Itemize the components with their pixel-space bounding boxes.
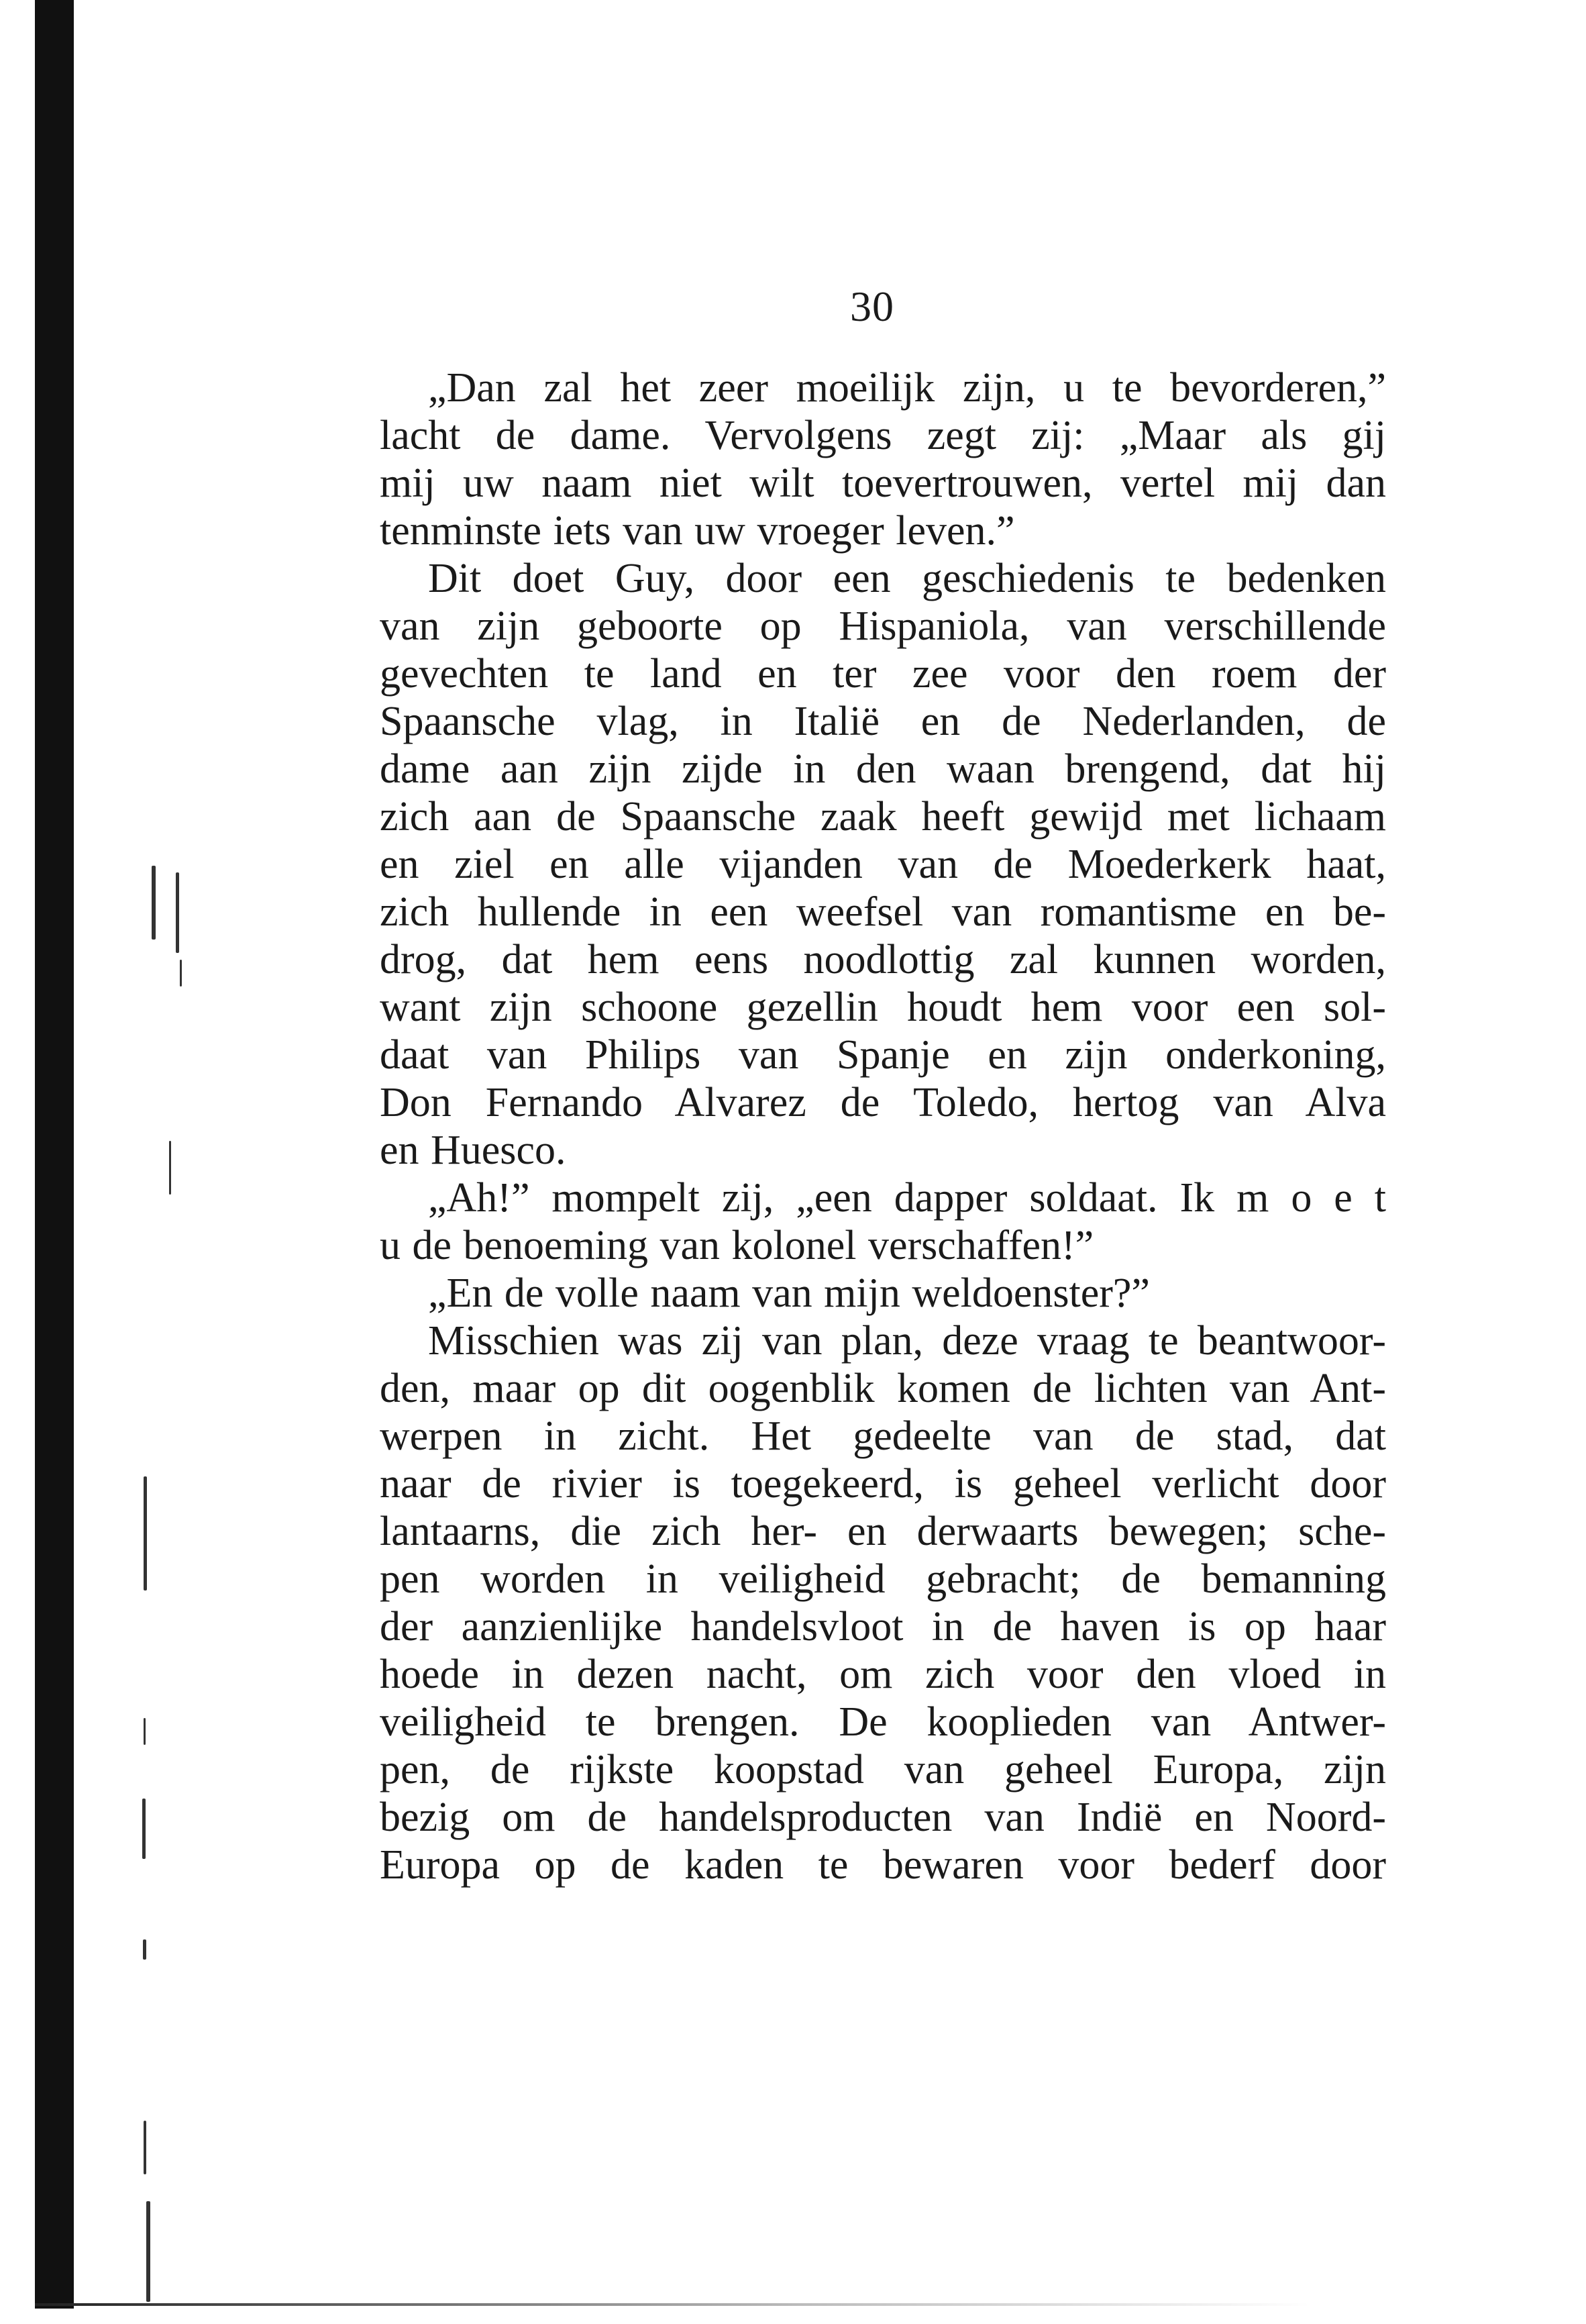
text-line: zich aan de Spaansche zaak heeft gewijd met lichaam <box>380 794 1386 840</box>
text-line: Spaansche vlag, in Italië en de Nederlanden, de <box>380 699 1386 744</box>
text-line: u de benoeming van kolonel verschaffen!” <box>380 1223 1094 1268</box>
text-line: zich hullende in een weefsel van romantisme en be- <box>380 889 1386 935</box>
text-line: Dit doet Guy, door een geschiedenis te bedenken <box>428 556 1386 601</box>
text-line: pen, de rijkste koopstad van geheel Europa, zijn <box>380 1747 1386 1792</box>
text-line: daat van Philips van Spanje en zijn onderkoning, <box>380 1032 1386 1078</box>
scan-speck <box>144 1476 147 1590</box>
text-line: „Ah!” mompelt zij, „een dapper soldaat. Ik m o e t <box>428 1175 1386 1221</box>
scan-binding-edge <box>35 0 74 2309</box>
text-line: en ziel en alle vijanden van de Moederkerk haat, <box>380 842 1386 887</box>
text-line: „En de volle naam van mijn weldoenster?” <box>428 1270 1150 1316</box>
scan-speck <box>180 960 182 987</box>
text-line: lacht de dame. Vervolgens zegt zij: „Maar als gij <box>380 413 1386 458</box>
scan-speck <box>169 1141 171 1195</box>
text-line: Don Fernando Alvarez de Toledo, hertog van Alva <box>380 1080 1386 1125</box>
text-line: pen worden in veiligheid gebracht; de bemanning <box>380 1556 1386 1602</box>
text-line: Misschien was zij van plan, deze vraag te beantwoor- <box>428 1318 1386 1364</box>
body-text <box>380 364 1386 1889</box>
text-line: dame aan zijn zijde in den waan brengend, dat hij <box>380 746 1386 792</box>
scan-speck <box>144 2121 146 2174</box>
scan-bottom-edge <box>35 2303 1310 2306</box>
text-line: mij uw naam niet wilt toevertrouwen, vertel mij dan <box>380 460 1386 506</box>
text-line: veiligheid te brengen. De kooplieden van Antwer- <box>380 1699 1386 1745</box>
text-line: werpen in zicht. Het gedeelte van de stad, dat <box>380 1413 1386 1459</box>
text-line: Europa op de kaden te bewaren voor bederf door <box>380 1842 1386 1888</box>
scan-speck <box>146 2201 150 2302</box>
scan-speck <box>142 1799 146 1859</box>
text-line: der aanzienlijke handelsvloot in de haven is op haar <box>380 1604 1386 1650</box>
scan-speck <box>176 872 179 953</box>
text-line: van zijn geboorte op Hispaniola, van verschillende <box>380 603 1386 649</box>
text-line: „Dan zal het zeer moeilijk zijn, u te bevorderen,” <box>428 365 1386 411</box>
text-line: tenminste iets van uw vroeger leven.” <box>380 508 1015 554</box>
text-line: lantaarns, die zich her- en derwaarts bewegen; sche- <box>380 1509 1386 1554</box>
page-number: 30 <box>850 283 894 330</box>
text-line: den, maar op dit oogenblik komen de lichten van Ant- <box>380 1366 1386 1411</box>
text-line: naar de rivier is toegekeerd, is geheel verlicht door <box>380 1461 1386 1507</box>
text-line: want zijn schoone gezellin houdt hem voor een sol- <box>380 984 1386 1030</box>
scan-speck <box>143 1939 146 1960</box>
text-line: drog, dat hem eens noodlottig zal kunnen worden, <box>380 937 1386 982</box>
text-line: en Huesco. <box>380 1127 566 1173</box>
text-line: bezig om de handelsproducten van Indië en Noord- <box>380 1795 1386 1840</box>
scan-speck <box>144 1718 146 1745</box>
scan-speck <box>152 866 156 940</box>
text-line: hoede in dezen nacht, om zich voor den vloed in <box>380 1652 1386 1697</box>
text-line: gevechten te land en ter zee voor den roem der <box>380 651 1386 697</box>
